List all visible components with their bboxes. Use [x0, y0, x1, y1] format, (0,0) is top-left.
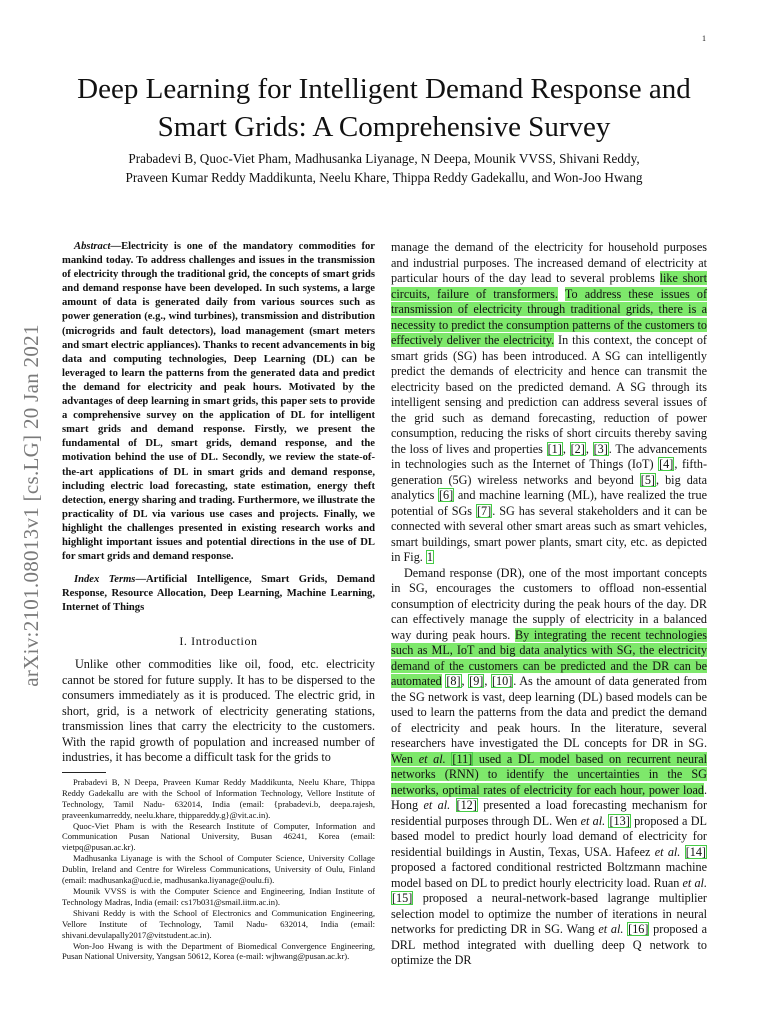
highlighted-text: Wen et al. [391, 752, 451, 766]
citation-link[interactable]: [12] [456, 798, 477, 812]
abstract [62, 240, 375, 564]
citation-link[interactable]: [7] [477, 503, 492, 518]
citation-link[interactable]: [5] [640, 472, 655, 487]
index-terms-label: Index Terms [74, 574, 136, 586]
page-number: 1 [702, 34, 706, 43]
highlighted-text: like short circuits, failure of transformers. [391, 271, 708, 301]
author-affiliation-footnote: Prabadevi B, N Deepa, Praveen Kumar Reddy Maddikunta, Neelu Khare, Thippa Reddy Gadekallu are with the School of Information Technology, Vellore Institute of Technology, Tamil Nadu- 632014, India (email: {prabadevi.b, deepa.rajesh, praveenkumarreddy, neelu.khare, thippareddy.g}@vit.ac.in). [62, 776, 375, 820]
footnote-rule [62, 772, 106, 773]
right-column [391, 240, 707, 969]
body-paragraph-continued [391, 240, 707, 566]
body-text: , big data analytics [391, 472, 707, 502]
author-line-1: Prabadevi B, Quoc-Viet Pham, Madhusanka Liyanage, N Deepa, Mounik VVSS, Shivani Reddy, [128, 151, 640, 166]
author-affiliation-footnote: Madhusanka Liyanage is with the School of Computer Science, University Collage Dublin, Ireland and Centre for Wireless Communications, University of Oulu, Finland (email: madhusanka@ucd.ie, madhusanka.liyanage@oulu.fi). [62, 853, 375, 886]
highlighted-text: To address these issues of transmission of electricity through traditional grids, there is a necessity to predict the consumption patterns of the customers to effectively deliver the electricity. [391, 286, 708, 347]
body-text: and machine learning (ML), have realized the true potential of SGs [391, 488, 707, 518]
highlighted-text: By integrating the recent technologies such as ML, IoT and big data analytics with SG, the electricity demand of the customers can be predicted and the DR can be automated [391, 627, 707, 688]
intro-paragraph: Unlike other commodities like oil, food, etc. electricity cannot be stored for future supply. It has to be dispersed to the consumers immediately as it is produced. The electric grid, in short, grid, is a network of electricity generating stations, transmission lines that carry the electricity to the customers. With the rapid growth of population and increased number of industries, it has become a difficult task for the grids to [62, 657, 375, 765]
author-line-2: Praveen Kumar Reddy Maddikunta, Neelu Khare, Thippa Reddy Gadekallu, and Won-Joo Hwang [125, 170, 643, 185]
highlighted-text: used a DL model based on recurrent neural networks (RNN) to identify the uncertainties in the SG networks, optimal rates of electricity for each hour, power load [391, 751, 708, 797]
citation-link[interactable]: [13] [609, 813, 630, 828]
section-heading: I. Introduction [179, 634, 258, 649]
footnotes [62, 777, 375, 962]
arxiv-stamp-text: arXiv:2101.08013v1 [cs.LG] 20 Jan 2021 [18, 323, 43, 687]
citation-link[interactable]: [6] [438, 488, 454, 502]
paper-title: Deep Learning for Intelligent Demand Response and Smart Grids: A Comprehensive Survey [77, 73, 691, 143]
body-text [558, 287, 565, 301]
body-text: . SG has several stakeholders and it can be connected with several other smart areas such as smart vehicles, smart buildings, smart power plants, smart city, etc. as depicted in Fig. [391, 503, 707, 564]
index-terms [62, 573, 375, 615]
citation-link[interactable]: [10] [491, 674, 513, 688]
citation-link[interactable]: [8] [446, 674, 461, 688]
body-text: presented a load forecasting mechanism for residential purposes through DL. Wen et al. [391, 798, 707, 828]
citation-link[interactable]: [2] [570, 441, 585, 456]
body-text: , [562, 441, 570, 456]
citation-link[interactable]: [16] [628, 922, 649, 936]
citation-link[interactable]: [11] [452, 751, 473, 766]
body-text: , [484, 674, 491, 688]
citation-link[interactable]: [3] [593, 441, 608, 456]
body-text: manage the demand of the electricity for household purposes and industrial purposes. The increased demand of electricity at particular hours of the day lead to several problems [391, 240, 707, 285]
citation-link[interactable]: [14] [685, 844, 706, 859]
body-text: . As the amount of data generated from the SG network is vast, deep learning (DL) based models can be used to learn the patterns from the data and predict the demand of electricity and peak hours. In the literature, several researchers have investigated the DL concepts for DR in SG. [391, 674, 708, 750]
body-text: Demand response (DR), one of the most important concepts in SG, encourages the customers to offload non-essential consumption of electricity during the peak hours of the day. DR can effectively manage the supply of electricity in a balanced way during peak hours. [391, 565, 707, 642]
body-text: proposed a neural-network-based lagrange multiplier selection model to optimize the number of iterations in neural networks for predicting DR in SG. Wang et al. [391, 891, 707, 936]
author-list [60, 149, 708, 187]
author-affiliation-footnote: Won-Joo Hwang is with the Department of Biomedical Convergence Engineering, Pusan National University, Yangsan 50612, Korea (e-mail: wjhwang@pusan.ac.kr). [62, 940, 375, 962]
arxiv-stamp [8, 275, 54, 735]
body-text: proposed a DRL method integrated with duelling deep Q network to optimize the DR [391, 922, 707, 967]
body-text: In this context, the concept of smart grids (SG) has been introduced. A SG can intelligently predict the demands of electricity and hence can transmit the electricity based on the predicted demand. A SG through its intelligent sensing and prediction can address several issues of the grid such as demand forecasting, reduction of power consumption, reducing the risks of short circuits thereby saving the loss of lives and properties [391, 333, 707, 456]
citation-link[interactable]: [1] [547, 441, 562, 456]
author-affiliation-footnote: Shivani Reddy is with the School of Electronics and Communication Engineering, Vellore Institute of Technology, Tamil Nadu- 632014, India (email: shivani.devulapally2017@vitstudent.ac.in). [62, 907, 375, 940]
abstract-label: Abstract [74, 241, 111, 252]
body-text: , fifth-generation (5G) wireless networks and beyond [391, 457, 707, 487]
body-text: . The advancements in technologies such as the Internet of Things (IoT) [391, 441, 708, 471]
body-paragraph-demand-response [391, 566, 707, 969]
body-text: , [461, 674, 469, 688]
citation-link[interactable]: [4] [659, 457, 674, 471]
left-column [62, 240, 375, 962]
body-text: , [585, 441, 593, 456]
index-terms-text: —Artificial Intelligence, Smart Grids, Demand Response, Resource Allocation, Deep Learning, Machine Learning, Internet of Things [62, 574, 375, 614]
body-text: proposed a factored conditional restricted Boltzmann machine model based on DL to predict hourly electricity load. Ruan et al. [391, 860, 707, 890]
citation-link[interactable]: [9] [469, 674, 484, 688]
body-text: . Hong et al. [391, 782, 707, 812]
citation-link[interactable]: 1 [426, 550, 433, 564]
abstract-text: —Electricity is one of the mandatory commodities for mankind today. To address challenges and issues in the transmission of electricity through the traditional grid, the concepts of smart grids and demand response have been developed. In such systems, a large amount of data is generated daily from various sources such as power generation (e.g., wind turbines), transmission and distribution (microgrids and fault detectors), load management (smart meters and smart electric appliances). Thanks to recent advancements in big data and computing technologies, Deep Learning (DL) can be leveraged to learn the patterns from the generated data and predict the demand for electricity and peak hours. Motivated by the advantages of deep learning in smart grids, this paper sets to provide a comprehensive survey on the application of DL for intelligent smart grids and demand response. Firstly, we present the fundamental of DL, smart grids, demand response, and the motivation behind the use of DL. Secondly, we review the state-of-the-art applications of DL in smart grids and demand response, including electric load forecasting, state estimation, energy theft detection, energy sharing and trading. Furthermore, we illustrate the practicality of DL via various use cases and projects. Finally, we highlight the challenges presented in existing research works and highlight important issues and potential directions in the use of DL for smart grids and demand response. [62, 241, 375, 563]
author-affiliation-footnote: Mounik VVSS is with the Computer Science and Engineering, Indian Institute of Technology Madras, India (email: cs17b031@smail.iitm.ac.in). [62, 886, 375, 907]
author-affiliation-footnote: Quoc-Viet Pham is with the Research Institute of Computer, Information and Communication Pusan National University, Busan 46241, Korea (email: vietpq@pusan.ac.kr). [62, 820, 375, 853]
highlighted-text [451, 752, 473, 766]
body-text: proposed a DL based model to predict hourly load demand of electricity for residential buildings in Austin, Texas, USA. Hafeez et al. [391, 813, 708, 859]
citation-link[interactable]: [15] [392, 891, 413, 905]
